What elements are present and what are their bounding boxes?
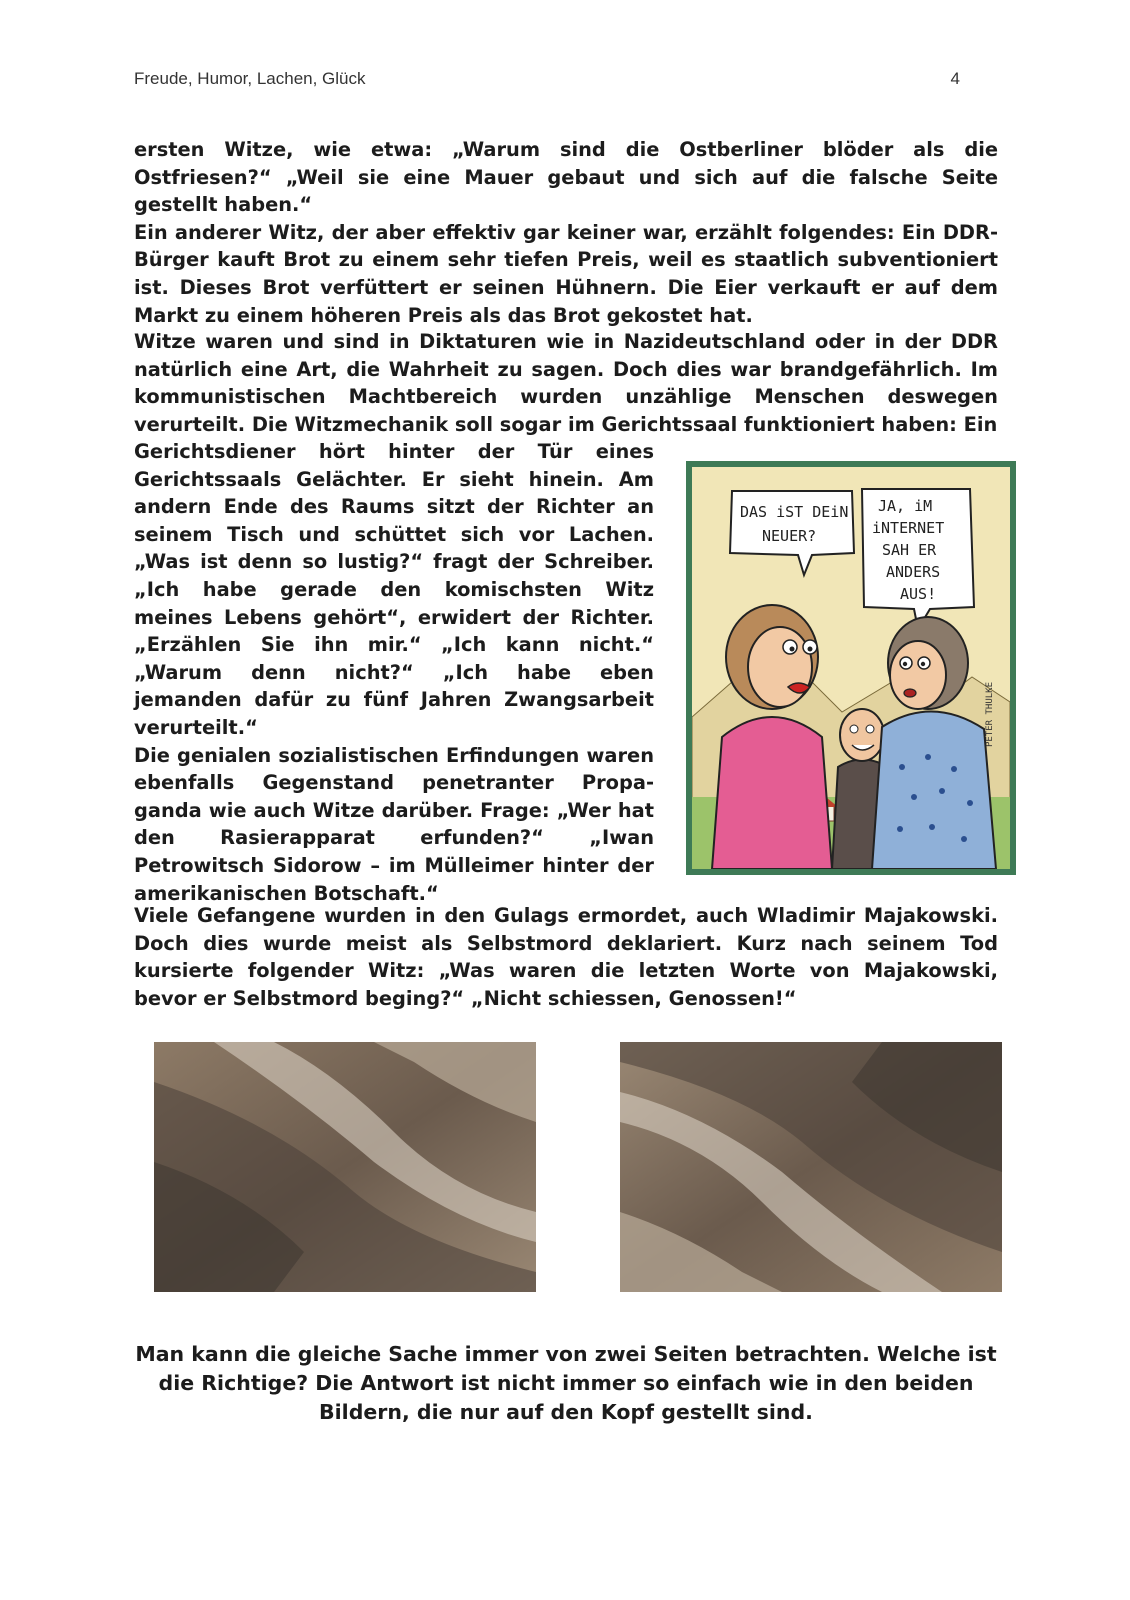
mountain-photo-right-drawing [620, 1042, 1002, 1292]
paragraph-court-joke: Gerichtsdiener hört hinter der Tür eines Gerichtssaals Gelächter. Er sieht hinein. Am andern Ende des Raums sitzt der Richter an seinem Tisch und schüttet sich vor Lachen. „Was ist denn so lustig?“ fragt der Schreiber. „Ich habe gerade den komischsten Witz meines Lebens gehört“, erwidert der Richter. „Erzählen Sie ihn mir.“ „Ich kann nicht.“ „Warum denn nicht?“ „Ich habe eben jemanden dafür zu fünf Jahren Zwangsarbeit verurteilt.“ [134, 440, 654, 739]
bubble-right-line-1: JA, iM [878, 497, 933, 515]
cartoon-signature: PETER THULKE [985, 681, 995, 747]
paragraph-ostberliner-joke: ersten Witze, wie etwa: „Warum sind die Ostberliner blöder als die Ostfriesen?“ „Weil sie eine Mauer gebaut und sich auf die falsche Seite gestellt haben.“ [134, 138, 998, 217]
bubble-right-line-4: ANDERS [886, 563, 941, 581]
mountain-photo-left [154, 1042, 536, 1292]
paragraph-gulag: Viele Gefangene wurden in den Gulags ermordet, auch Wladimir Majakowski. Doch dies wurde meist als Selbstmord deklariert. Kurz nach seinem Tod kursierte folgender Witz: „Was waren die letzten Worte von Majakowski, bevor er Selbstmord beging?“ „Nicht schiessen, Genossen!“ [134, 904, 998, 1010]
mountain-photo-left-drawing [154, 1042, 536, 1292]
page-number: 4 [950, 69, 960, 88]
cartoon-drawing [692, 467, 1010, 869]
second-woman-figure [872, 617, 996, 869]
paragraph-inventions: Die genialen sozialistischen Erfindungen waren ebenfalls Gegenstand penetranter Propa-ganda wie auch Witze darüber. Frage: „Wer hat den Rasierapparat erfunden?“ „Iwan Petrowitsch Sidorow – im Mülleimer hinter der amerikanischen Botschaft.“ [134, 743, 654, 905]
paragraph-dictatorship: Witze waren und sind in Diktaturen wie in Nazideutschland oder in der DDR natürlich eine Art, die Wahrheit zu sagen. Doch dies war brandgefährlich. Im kommunistischen Machtbereich wurden unzählige Menschen deswegen verurteilt. Die Witzmechanik soll sogar im Gerichtssaal funktioniert haben: Ein [134, 330, 998, 436]
running-header [134, 69, 960, 89]
bubble-right-line-5: AUS! [900, 585, 937, 603]
bubble-left-line-1: DAS iST DEiN [740, 503, 849, 521]
mountain-photo-right [620, 1042, 1002, 1292]
text-block-dictatorship [134, 328, 998, 438]
bubble-left-line-2: NEUER? [762, 527, 817, 545]
bubble-right-line-2: iNTERNET [872, 519, 945, 537]
woman-figure [712, 605, 832, 869]
text-block-intro [134, 136, 998, 329]
text-block-gulag [134, 902, 998, 1012]
paragraph-bread-joke: Ein anderer Witz, der aber effektiv gar keiner war, erzählt folgendes: Ein DDR-Bürger kauft Brot zu einem sehr tiefen Preis, weil es staatlich subventioniert ist. Dieses Brot verfüttert er seinen Hühnern. Die Eier verkauft er auf dem Markt zu einem höheren Preis als das Brot gekostet hat. [134, 220, 998, 327]
text-block-court [134, 438, 654, 907]
header-title: Freude, Humor, Lachen, Glück [134, 69, 366, 88]
image-caption: Man kann die gleiche Sache immer von zwei Seiten betrachten. Welche ist die Richtige? Die Antwort ist nicht immer so einfach wie in den beiden Bildern, die nur auf den Kopf gestellt sind. [135, 1342, 997, 1424]
cartoon-image [686, 461, 1016, 875]
bubble-right-line-3: SAH ER [882, 541, 937, 559]
